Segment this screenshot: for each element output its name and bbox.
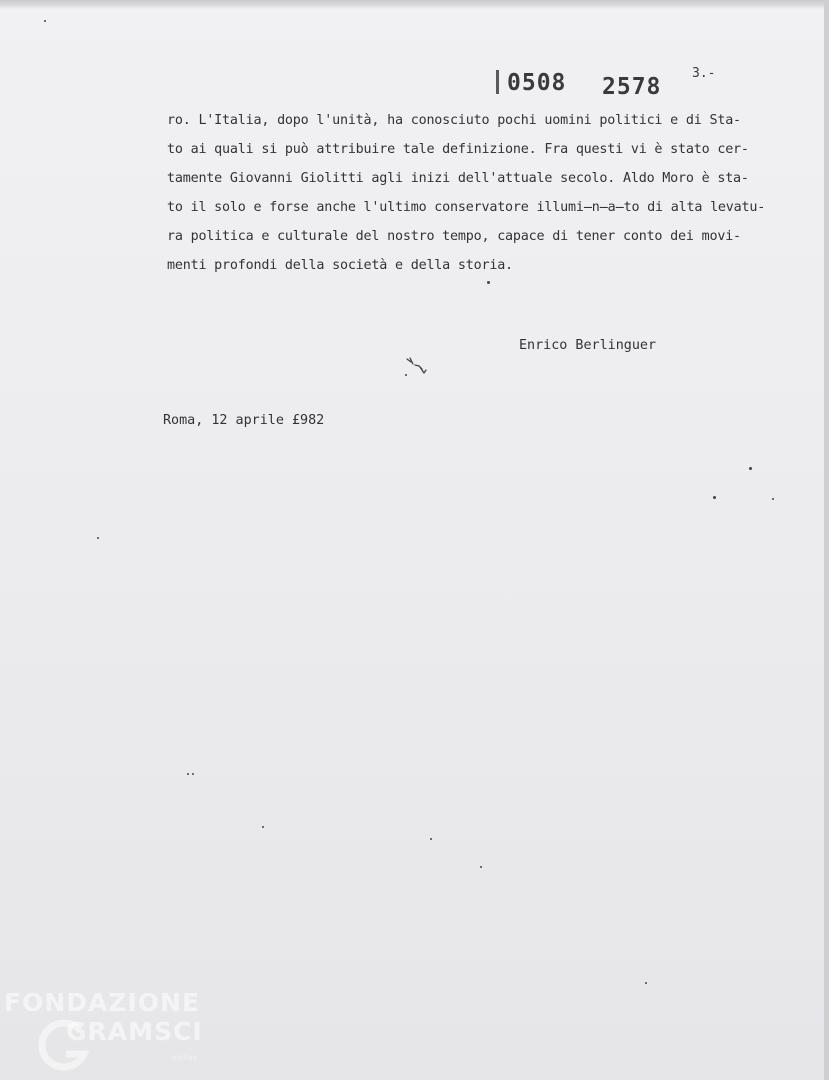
body-line: tamente Giovanni Giolitti agli inizi dell'attuale secolo. Aldo Moro è sta- — [167, 171, 749, 186]
paper-speck — [192, 773, 194, 775]
paper-speck — [487, 281, 490, 284]
top-edge-shadow — [0, 0, 829, 9]
paper-speck — [262, 826, 264, 828]
body-line: to ai quali si può attribuire tale definizione. Fra questi vi è stato cer- — [167, 142, 749, 157]
paper-speck — [44, 20, 46, 22]
ink-scribble-icon — [404, 356, 430, 380]
archive-stamp-right-number: 2578 — [602, 74, 662, 100]
paper-speck — [749, 467, 752, 470]
paper-speck — [645, 982, 647, 984]
signature: Enrico Berlinguer — [519, 338, 657, 353]
right-edge-shadow — [824, 0, 829, 1080]
letter-body — [167, 106, 767, 280]
archive-stamp-left-number: 0508 — [507, 70, 567, 96]
watermark-line: onlus — [172, 1053, 199, 1062]
paper-speck — [772, 498, 774, 500]
stamp-tick-mark — [496, 70, 499, 94]
fondazione-gramsci-watermark — [4, 988, 244, 1078]
body-line: ro. L'Italia, dopo l'unità, ha conosciuto pochi uomini politici e di Sta- — [167, 113, 741, 128]
place-date-line: Roma, 12 aprile £982 — [163, 413, 325, 428]
paper-speck — [97, 537, 99, 539]
page-number: 3.- — [692, 66, 716, 81]
body-line: to il solo e forse anche l'ultimo conservatore illumi̶n̶a̶to di alta levatu- — [167, 200, 766, 215]
body-line: ra politica e culturale del nostro tempo, capace di tener conto dei movi- — [167, 229, 741, 244]
watermark-line: GRAMSCI — [66, 1017, 203, 1046]
watermark-line: FONDAZIONE — [4, 988, 201, 1017]
body-line: menti profondi della società e della storia. — [167, 258, 513, 273]
paper-speck — [187, 773, 189, 775]
paper-speck — [713, 496, 716, 499]
paper-speck — [480, 866, 482, 868]
paper-speck — [430, 838, 432, 840]
